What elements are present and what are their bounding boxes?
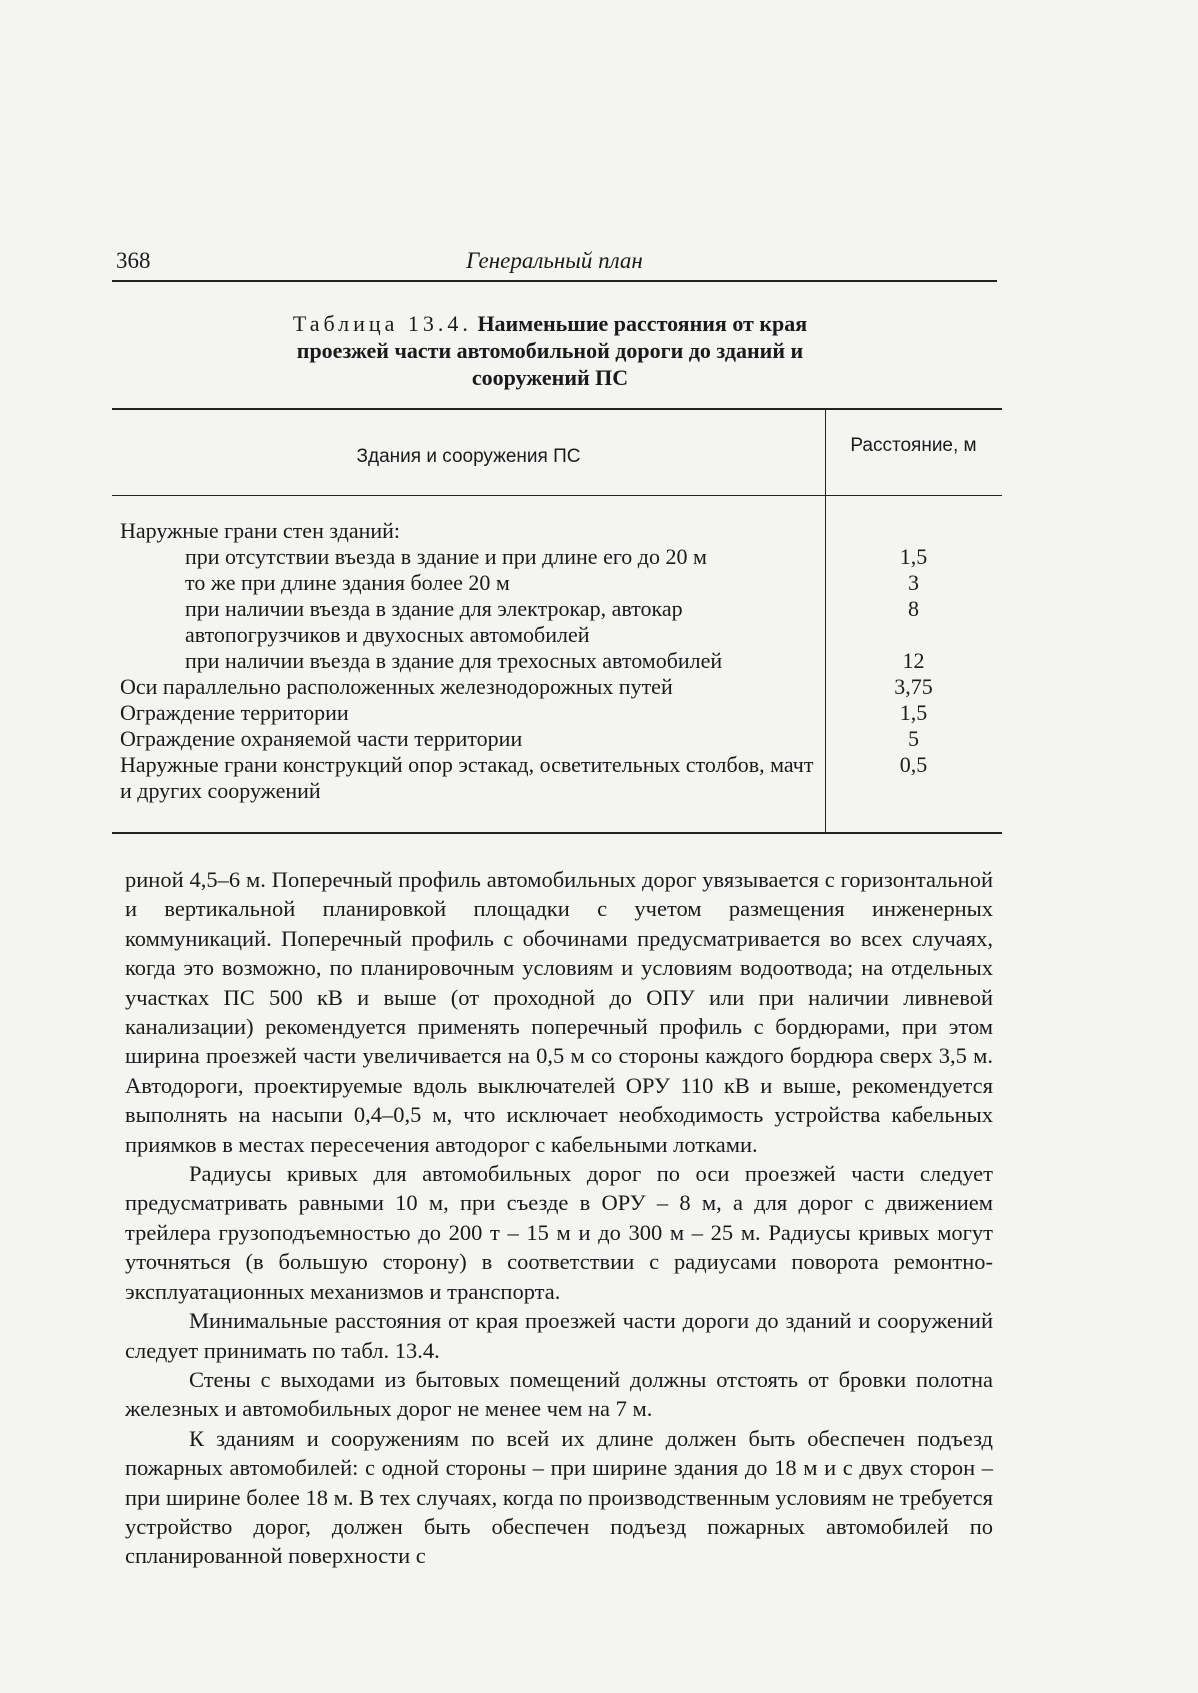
body-paragraph: Стены с выходами из бытовых помещений должны отстоять от бровки полотна железных и автомобильных дорог не менее чем на 7 м. (125, 1366, 993, 1422)
table-row (120, 544, 1005, 570)
body-paragraph: Минимальные расстояния от края проезжей части дороги до зданий и сооружений следует принимать по табл. 13.4. (125, 1308, 993, 1363)
table-cell-building: Ограждение охраняемой части территории (120, 726, 523, 751)
table-cell-distance: 3,75 (894, 674, 933, 699)
table-cell-distance: 5 (908, 726, 919, 751)
table-cell-distance: 0,5 (899, 752, 928, 777)
table-cell-building: то же при длине здания более 20 м (185, 570, 510, 595)
table-cell-distance: 3 (908, 570, 919, 595)
running-head (112, 248, 997, 282)
table-row (120, 726, 1005, 752)
table-cell-distance: 8 (908, 596, 919, 621)
table-caption-label: Таблица 13.4. (292, 311, 472, 336)
page-number: 368 (116, 248, 151, 273)
column-header-buildings: Здания и сооружения ПС (356, 446, 581, 467)
column-header-distance: Расстояние, м (850, 435, 977, 456)
table-cell-building: при наличии въезда в здание для электрокар, автокар автопогрузчиков и двухосных автомобилей (185, 596, 683, 647)
table-caption (250, 310, 850, 391)
table-cell-building: Наружные грани конструкций опор эстакад, осветительных столбов, мачт и других сооружений (120, 752, 814, 803)
running-title: Генеральный план (466, 248, 643, 273)
body-paragraph: К зданиям и сооружениям по всей их длине должен быть обеспечен подъезд пожарных автомобилей: с одной стороны – при ширине здания до 18 м и с двух сторон – при ширине более 18 м. В тех случаях, когда по производственным условиям не требуется устройство дорог, должен быть обеспечен подъезд пожарных автомобилей по спланированной поверхности с (125, 1425, 993, 1569)
table-header-rule (112, 495, 1002, 496)
table-cell-building: при наличии въезда в здание для трехосных автомобилей (185, 648, 723, 673)
table-row (120, 752, 1005, 804)
body-paragraph: Радиусы кривых для автомобильных дорог по оси проезжей части следует предусматривать равными 10 м, при съезде в ОРУ – 8 м, а для дорог с движением трейлера грузоподъемностью до 200 т – 15 м и до 300 м – 25 м. Радиусы кривых могут уточняться (в большую сторону) в соответствии с радиусами поворота ремонтно-эксплуатационных механизмов и транспорта. (125, 1161, 993, 1304)
table-cell-building: Оси параллельно расположенных железнодорожных путей (120, 674, 673, 699)
table-cell-distance: 12 (902, 648, 925, 673)
body-paragraph: риной 4,5–6 м. Поперечный профиль автомобильных дорог увязывается с горизонтальной и вертикальной планировкой площадки с учетом размещения инженерных коммуникаций. Поперечный профиль с обочинами предусматривается во всех случаях, когда это возможно, по планировочным условиям и условиям водоотвода; на отдельных участках ПС 500 кВ и выше (от проходной до ОПУ или при наличии ливневой канализации) рекомендуется применять поперечный профиль с бордюрами, при этом ширина проезжей части увеличивается на 0,5 м со стороны каждого бордюра сверх 3,5 м. Автодороги, проектируемые вдоль выключателей ОРУ 110 кВ и выше, рекомендуется выполнять на насыпи 0,4–0,5 м, что исключает необходимость устройства кабельных приямков в местах пересечения автодорог с кабельными лотками. (125, 867, 993, 1157)
table-cell-distance: 1,5 (899, 700, 928, 725)
table-row (120, 648, 1005, 674)
body-text (125, 865, 993, 1571)
table-caption-title: Наименьшие расстояния от края проезжей части автомобильной дороги до зданий и сооружений ПС (296, 311, 808, 390)
table-row (120, 700, 1005, 726)
table-cell-distance: 1,5 (899, 544, 928, 569)
table-cell-building: при отсутствии въезда в здание и при длине его до 20 м (185, 544, 707, 569)
table-cell-building: Наружные грани стен зданий: (120, 518, 401, 543)
table-row (120, 570, 1005, 596)
distance-table (112, 408, 1002, 834)
table-row (120, 674, 1005, 700)
table-cell-building: Ограждение территории (120, 700, 349, 725)
table-row (120, 518, 1005, 544)
table-body (120, 518, 1005, 804)
table-row (120, 596, 1005, 648)
